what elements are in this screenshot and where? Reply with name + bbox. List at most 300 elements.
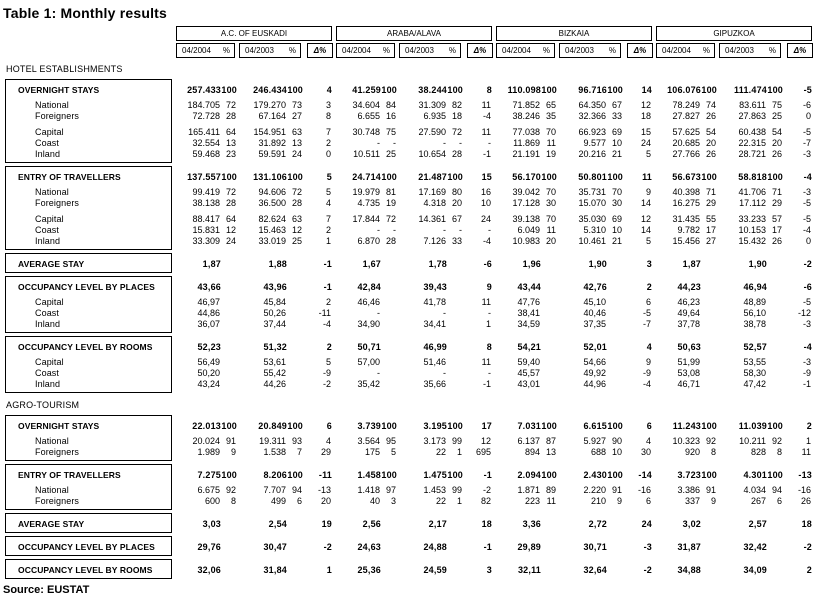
cell: 49,92	[583, 368, 606, 378]
cell: 12	[640, 100, 651, 110]
cell: 32.554	[192, 138, 220, 148]
cell: 28	[225, 198, 236, 208]
region-values	[494, 518, 654, 530]
cell: -	[377, 138, 380, 148]
group-outline	[5, 559, 172, 579]
cell	[221, 541, 237, 553]
cell: 100	[447, 85, 463, 95]
cell	[700, 308, 716, 319]
cell: -	[393, 138, 396, 148]
header-period-cell	[493, 43, 653, 58]
region-values	[333, 379, 493, 390]
cell: 7	[296, 447, 302, 457]
region-values	[653, 379, 813, 390]
cell	[701, 341, 717, 353]
cell: 9	[230, 447, 236, 457]
cell: 3.723	[677, 470, 701, 480]
cell: 69	[611, 127, 622, 137]
cell: -5	[803, 85, 812, 95]
cell	[701, 541, 717, 553]
cell: 9.782	[677, 225, 700, 235]
region-values	[493, 485, 653, 496]
region-values	[494, 84, 654, 96]
region-values	[494, 469, 654, 481]
cell: 1.453	[423, 485, 446, 495]
cell: 46,71	[677, 379, 700, 389]
cell: 26	[800, 496, 811, 506]
cell: 5	[325, 357, 331, 367]
cell: 137.557	[187, 172, 221, 182]
cell: -4	[482, 236, 491, 246]
cell: -	[377, 225, 380, 235]
region-values	[333, 236, 493, 247]
cell: 267	[750, 496, 766, 506]
region-values	[333, 100, 493, 111]
cell: 54	[705, 127, 716, 137]
region-values	[334, 541, 494, 553]
region-values	[173, 308, 333, 319]
cell	[540, 297, 556, 308]
header-region-cell	[653, 26, 813, 41]
cell: 82.624	[258, 214, 286, 224]
row-label: National	[35, 100, 69, 110]
cell: 73	[291, 100, 302, 110]
cell: 57	[771, 214, 782, 224]
region-values	[173, 496, 333, 507]
cell: 41.706	[738, 187, 766, 197]
cell: 28.721	[738, 149, 766, 159]
cell: 9	[645, 357, 651, 367]
cell	[221, 341, 237, 353]
cell: 15.070	[578, 198, 606, 208]
cell: 246.434	[253, 85, 287, 95]
region-values	[653, 308, 813, 319]
cell: -2	[482, 485, 491, 495]
cell: 11.039	[738, 421, 767, 431]
cell: 17	[705, 225, 716, 235]
cell: 22.013	[192, 421, 221, 431]
region-values	[654, 258, 814, 270]
cell: 2	[806, 421, 812, 431]
region-values	[173, 357, 333, 368]
cell: 100	[287, 172, 303, 182]
region-values	[653, 225, 813, 236]
region-values	[493, 198, 653, 209]
cell: 38.138	[192, 198, 220, 208]
cell: 50.801	[578, 172, 607, 182]
cell	[766, 357, 782, 368]
cell: 1,87	[202, 259, 221, 269]
cell: 20	[320, 496, 331, 506]
cell: 4	[325, 198, 331, 208]
cell: 100	[607, 421, 623, 431]
cell: 70	[545, 214, 556, 224]
cell	[380, 308, 396, 319]
cell: 11	[546, 496, 556, 506]
cell: 19	[545, 149, 556, 159]
cell	[287, 564, 303, 576]
period-label: 04/2004	[342, 46, 371, 55]
region-values	[653, 187, 813, 198]
cell: -6	[803, 282, 812, 292]
row-label: Inland	[35, 319, 61, 329]
cell: 92	[225, 485, 236, 495]
period-label: 04/2003	[565, 46, 594, 55]
cell	[766, 379, 782, 390]
cell: 11	[481, 127, 491, 137]
cell	[541, 281, 557, 293]
cell: 175	[364, 447, 380, 457]
region-values	[654, 518, 814, 530]
cell: 3	[646, 259, 652, 269]
cell: 1	[456, 496, 462, 506]
cell	[446, 319, 462, 330]
cell: 6	[776, 496, 782, 506]
cell: 100	[447, 172, 463, 182]
cell	[446, 379, 462, 390]
cell: 184.705	[187, 100, 220, 110]
cell: 50,71	[357, 342, 381, 352]
region-values	[174, 281, 334, 293]
cell: 34,41	[423, 319, 446, 329]
cell	[447, 341, 463, 353]
cell: 7.031	[517, 421, 541, 431]
region-values	[333, 111, 493, 122]
cell: 6.137	[517, 436, 540, 446]
region-values	[174, 84, 334, 96]
cell: 1,96	[522, 259, 541, 269]
cell: 20.024	[192, 436, 220, 446]
row-label: National	[35, 485, 69, 495]
cell	[380, 319, 396, 330]
cell	[447, 281, 463, 293]
cell: 46,46	[357, 297, 380, 307]
cell: 70	[545, 127, 556, 137]
cell	[286, 308, 302, 319]
cell	[447, 564, 463, 576]
cell: 91	[225, 436, 236, 446]
group-outline	[5, 79, 172, 163]
cell: 11	[801, 447, 811, 457]
cell: 6	[646, 421, 652, 431]
cell: 131.106	[253, 172, 287, 182]
cell: 100	[381, 172, 397, 182]
cell: 34,59	[517, 319, 540, 329]
cell: -4	[803, 172, 812, 182]
cell: 1,78	[428, 259, 447, 269]
cell: -2	[322, 379, 331, 389]
cell: 23	[225, 149, 236, 159]
cell	[700, 297, 716, 308]
cell: -	[443, 308, 446, 318]
cell: 31.309	[418, 100, 446, 110]
cell: 11.243	[672, 421, 701, 431]
cell: 11	[546, 138, 556, 148]
cell: -6	[483, 259, 492, 269]
cell	[380, 297, 396, 308]
cell: -	[488, 368, 491, 378]
cell: -	[459, 138, 462, 148]
cell	[541, 541, 557, 553]
cell: 25	[771, 111, 782, 121]
cell: 28	[385, 236, 396, 246]
cell: 28	[451, 149, 462, 159]
cell: 55	[705, 214, 716, 224]
region-values	[654, 420, 814, 432]
cell: 100	[607, 172, 623, 182]
cell: 37,35	[583, 319, 606, 329]
cell: 44,96	[583, 379, 606, 389]
region-values	[173, 138, 333, 149]
cell: 12	[225, 225, 236, 235]
cell	[220, 357, 236, 368]
cell: 45,57	[517, 368, 540, 378]
region-values	[173, 111, 333, 122]
region-values	[654, 84, 814, 96]
cell	[606, 368, 622, 379]
region-values	[174, 541, 334, 553]
cell	[767, 258, 783, 270]
table-header	[2, 26, 812, 58]
cell	[220, 368, 236, 379]
cell: 77.038	[512, 127, 540, 137]
cell: 3.564	[357, 436, 380, 446]
cell: 65	[545, 100, 556, 110]
cell: 46,23	[677, 297, 700, 307]
cell: 93	[291, 436, 302, 446]
cell: 100	[701, 172, 717, 182]
row-label: National	[35, 187, 69, 197]
cell: 29	[771, 198, 782, 208]
cell: 920	[684, 447, 700, 457]
cell: 9	[710, 496, 716, 506]
cell: 69	[611, 214, 622, 224]
cell: 32,06	[197, 565, 221, 575]
cell: 6.655	[357, 111, 380, 121]
region-values	[333, 496, 493, 507]
cell: 8	[710, 447, 716, 457]
cell: 50,26	[263, 308, 286, 318]
cell: 72	[225, 187, 236, 197]
cell: 82	[451, 100, 462, 110]
period-header-previous	[399, 43, 461, 58]
cell	[380, 357, 396, 368]
row-label: AVERAGE STAY	[18, 519, 85, 529]
cell: 89	[545, 485, 556, 495]
cell: 46,97	[197, 297, 220, 307]
row-group	[2, 559, 812, 579]
cell: 43,24	[197, 379, 220, 389]
cell: 54,21	[517, 342, 541, 352]
cell: 2	[325, 297, 331, 307]
cell: 80	[451, 187, 462, 197]
region-values	[493, 138, 653, 149]
cell: 64	[225, 214, 236, 224]
region-values	[173, 436, 333, 447]
region-values	[174, 469, 334, 481]
cell: 55,42	[263, 368, 286, 378]
cell: 64.350	[578, 100, 606, 110]
cell: 14	[641, 85, 652, 95]
cell: 27.590	[418, 127, 446, 137]
cell: 1	[485, 319, 491, 329]
cell: 17.112	[739, 198, 766, 208]
cell: 12	[291, 225, 302, 235]
cell: 15	[640, 127, 651, 137]
cell: -	[488, 308, 491, 318]
cell: -2	[643, 565, 652, 575]
header-region-cell	[333, 26, 493, 41]
cell: 38,78	[743, 319, 766, 329]
cell: 27.827	[672, 111, 700, 121]
cell: 11	[642, 172, 652, 182]
cell: 1	[325, 236, 331, 246]
cell: 25	[385, 149, 396, 159]
cell: 26	[705, 111, 716, 121]
cell: -2	[803, 259, 812, 269]
region-values	[654, 341, 814, 353]
cell: -5	[802, 127, 811, 137]
cell: 2	[806, 565, 812, 575]
cell	[541, 518, 557, 530]
cell: 30	[545, 198, 556, 208]
region-values	[493, 357, 653, 368]
cell: 0	[325, 149, 331, 159]
cell: 0	[805, 111, 811, 121]
row-label: OCCUPANCY LEVEL BY ROOMS	[18, 342, 153, 352]
row-group	[2, 253, 812, 273]
cell	[607, 281, 623, 293]
header-period-cell	[653, 43, 813, 58]
cell: 9	[616, 496, 622, 506]
row-label: OCCUPANCY LEVEL BY PLACES	[18, 282, 155, 292]
cell: 72	[225, 100, 236, 110]
cell: 33	[451, 236, 462, 246]
period-header-previous	[719, 43, 781, 58]
cell	[446, 368, 462, 379]
cell	[446, 308, 462, 319]
cell	[381, 564, 397, 576]
cell: -11	[318, 470, 332, 480]
cell: 8.206	[263, 470, 287, 480]
section-header: AGRO-TOURISM	[6, 400, 80, 410]
region-values	[493, 100, 653, 111]
cell: 71	[705, 187, 716, 197]
cell: 42,84	[357, 282, 381, 292]
cell: -1	[802, 379, 811, 389]
cell: 10	[611, 138, 622, 148]
cell: 2	[325, 225, 331, 235]
cell: 70	[545, 187, 556, 197]
region-values	[333, 368, 493, 379]
cell: 11	[481, 297, 491, 307]
cell: -16	[637, 485, 651, 495]
cell: 8	[325, 111, 331, 121]
cell: 100	[701, 470, 717, 480]
cell: 9	[645, 187, 651, 197]
cell: 32.366	[578, 111, 606, 121]
cell: 165.411	[188, 127, 220, 137]
row-label: Coast	[35, 308, 60, 318]
cell: -5	[642, 308, 651, 318]
cell	[607, 258, 623, 270]
percent-label: %	[608, 46, 616, 55]
cell: 10	[480, 198, 491, 208]
cell: 1,90	[748, 259, 767, 269]
row-label: OCCUPANCY LEVEL BY PLACES	[18, 542, 155, 552]
cell: 30,71	[583, 542, 607, 552]
row-group	[2, 79, 812, 163]
cell: -1	[483, 542, 492, 552]
cell: 36,07	[197, 319, 220, 329]
cell	[286, 319, 302, 330]
cell: 50,20	[197, 368, 220, 378]
region-values	[333, 149, 493, 160]
cell: 100	[767, 172, 783, 182]
region-values	[173, 149, 333, 160]
region-values	[493, 368, 653, 379]
cell: 10.511	[353, 149, 380, 159]
cell: 1.871	[517, 485, 540, 495]
cell	[700, 357, 716, 368]
cell: 100	[221, 85, 237, 95]
header-period-cell	[173, 43, 333, 58]
cell: 3,02	[682, 519, 701, 529]
cell: 1,87	[682, 259, 701, 269]
region-values	[494, 541, 654, 553]
region-values	[334, 469, 494, 481]
cell: 36.500	[258, 198, 286, 208]
cell: 37,78	[677, 319, 700, 329]
cell: 100	[447, 470, 463, 480]
cell	[221, 258, 237, 270]
cell: 21.191	[512, 149, 540, 159]
cell: 84	[385, 100, 396, 110]
cell: 21	[611, 149, 622, 159]
percent-label: %	[448, 46, 456, 55]
region-values	[333, 436, 493, 447]
cell	[381, 341, 397, 353]
cell: 14	[640, 225, 651, 235]
cell: 33.309	[192, 236, 220, 246]
cell: 4	[326, 85, 332, 95]
cell: -4	[482, 111, 491, 121]
row-label: Inland	[35, 149, 61, 159]
region-values	[653, 214, 813, 225]
cell: 24,88	[423, 542, 447, 552]
cell: 26	[771, 236, 782, 246]
cell: 35	[545, 111, 556, 121]
cell	[607, 541, 623, 553]
region-values	[493, 436, 653, 447]
cell: 72	[451, 127, 462, 137]
cell: 3,03	[202, 519, 221, 529]
cell: 9.577	[583, 138, 606, 148]
cell: 4.735	[357, 198, 380, 208]
cell	[286, 379, 302, 390]
cell: 88.417	[192, 214, 220, 224]
cell: 83.611	[739, 100, 766, 110]
cell: -11	[318, 308, 331, 318]
region-values	[333, 127, 493, 138]
row-label: National	[35, 436, 69, 446]
cell: 10.211	[739, 436, 766, 446]
row-group	[2, 415, 812, 461]
cell: -13	[798, 470, 812, 480]
cell: 37,44	[263, 319, 286, 329]
cell: 21.487	[418, 172, 447, 182]
period-header-previous	[559, 43, 621, 58]
